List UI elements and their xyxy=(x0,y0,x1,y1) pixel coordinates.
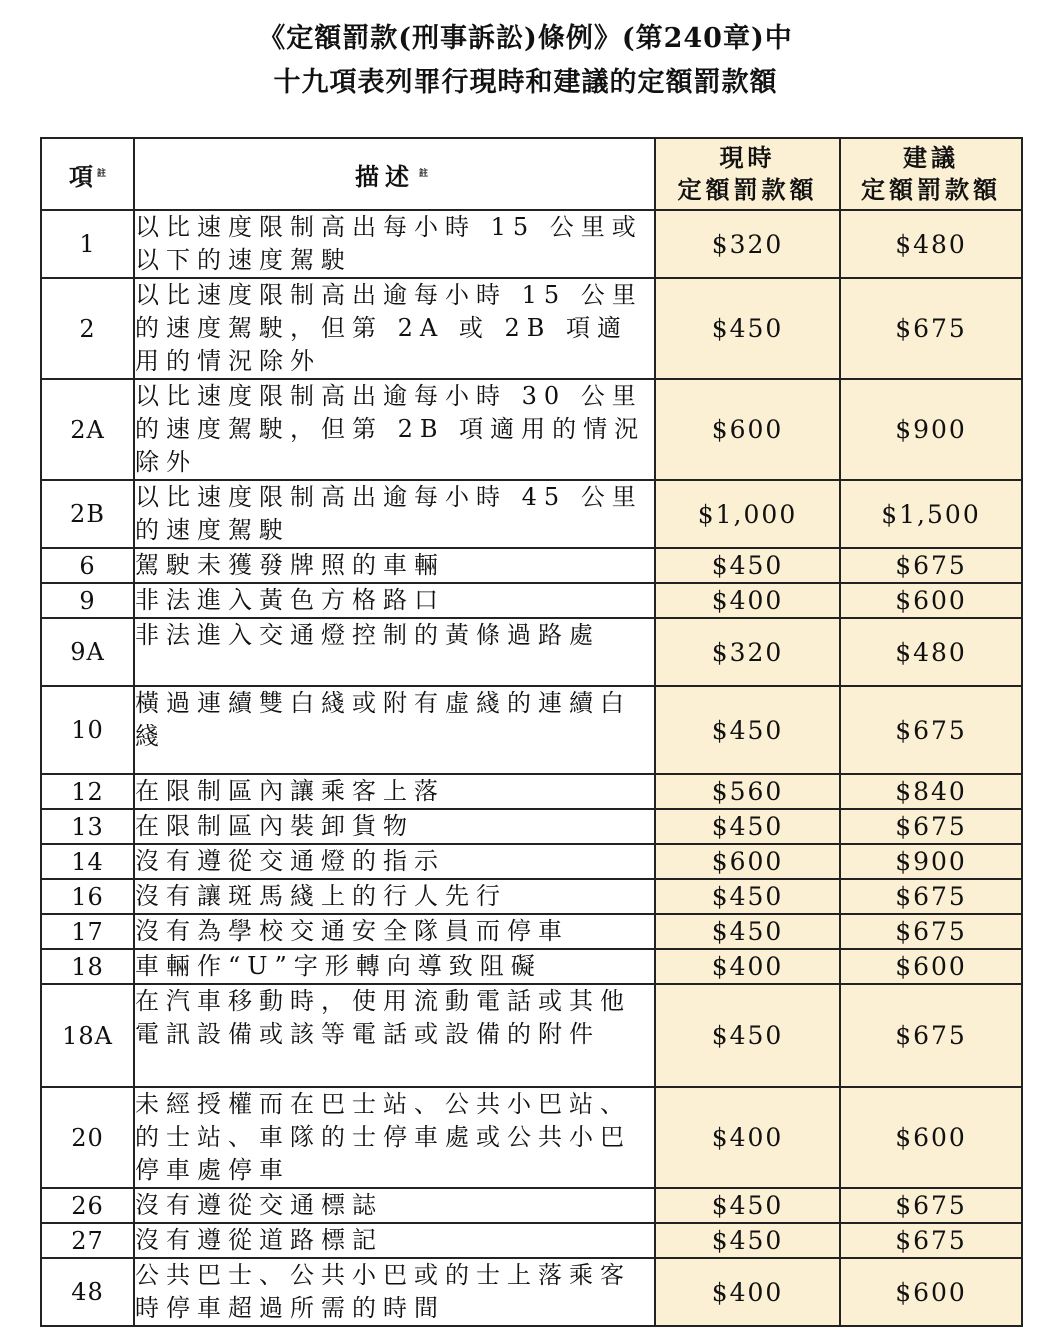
fines-table xyxy=(40,137,1023,1327)
row-current-fine: $450 xyxy=(655,984,840,1087)
row-proposed-fine: $675 xyxy=(840,809,1022,844)
table-row xyxy=(41,1223,1022,1258)
header-current-line1: 現時 xyxy=(719,143,776,172)
table-row xyxy=(41,809,1022,844)
row-proposed-fine: $675 xyxy=(840,548,1022,583)
row-proposed-fine: $1,500 xyxy=(840,480,1022,548)
row-current-fine: $450 xyxy=(655,278,840,379)
row-proposed-fine: $675 xyxy=(840,1188,1022,1223)
row-description: 在汽車移動時，使用流動電話或其他電訊設備或該等電話或設備的附件 xyxy=(134,984,655,1087)
row-description: 在限制區內讓乘客上落 xyxy=(134,774,655,809)
row-current-fine: $450 xyxy=(655,1223,840,1258)
row-description: 非法進入交通燈控制的黃條過路處 xyxy=(134,618,655,686)
row-description: 以比速度限制高出逾每小時 30 公里的速度駕駛，但第 2B 項適用的情況除外 xyxy=(134,379,655,480)
row-item: 14 xyxy=(41,844,134,879)
row-description: 非法進入黃色方格路口 xyxy=(134,583,655,618)
table-row xyxy=(41,379,1022,480)
table-row xyxy=(41,278,1022,379)
row-proposed-fine: $600 xyxy=(840,1087,1022,1188)
table-row xyxy=(41,1087,1022,1188)
row-proposed-fine: $675 xyxy=(840,879,1022,914)
row-item: 12 xyxy=(41,774,134,809)
row-description: 沒有遵從交通標誌 xyxy=(134,1188,655,1223)
row-proposed-fine: $675 xyxy=(840,278,1022,379)
table-row xyxy=(41,1188,1022,1223)
table-row xyxy=(41,210,1022,278)
row-current-fine: $450 xyxy=(655,809,840,844)
row-description: 車輛作“U”字形轉向導致阻礙 xyxy=(134,949,655,984)
row-current-fine: $320 xyxy=(655,210,840,278)
row-item: 2B xyxy=(41,480,134,548)
row-current-fine: $400 xyxy=(655,1258,840,1326)
row-item: 20 xyxy=(41,1087,134,1188)
row-item: 18A xyxy=(41,984,134,1087)
row-current-fine: $450 xyxy=(655,1188,840,1223)
row-description: 橫過連續雙白綫或附有虛綫的連續白綫 xyxy=(134,686,655,774)
row-proposed-fine: $600 xyxy=(840,949,1022,984)
row-item: 2 xyxy=(41,278,134,379)
row-item: 2A xyxy=(41,379,134,480)
row-description: 駕駛未獲發牌照的車輛 xyxy=(134,548,655,583)
header-description-label: 描述 xyxy=(354,161,415,191)
row-description: 沒有為學校交通安全隊員而停車 xyxy=(134,914,655,949)
row-proposed-fine: $675 xyxy=(840,686,1022,774)
row-item: 48 xyxy=(41,1258,134,1326)
header-item xyxy=(41,138,134,210)
row-proposed-fine: $675 xyxy=(840,914,1022,949)
row-proposed-fine: $600 xyxy=(840,1258,1022,1326)
table-row xyxy=(41,949,1022,984)
header-description xyxy=(134,138,655,210)
row-description: 以比速度限制高出逾每小時 15 公里的速度駕駛，但第 2A 或 2B 項適用的情況除外 xyxy=(134,278,655,379)
row-current-fine: $1,000 xyxy=(655,480,840,548)
row-proposed-fine: $900 xyxy=(840,379,1022,480)
document-title-line-1: 《定額罰款(刑事訴訟)條例》(第240章)中 xyxy=(258,23,793,54)
row-proposed-fine: $840 xyxy=(840,774,1022,809)
row-current-fine: $400 xyxy=(655,949,840,984)
row-item: 9 xyxy=(41,583,134,618)
header-current-fine xyxy=(655,138,840,210)
row-current-fine: $600 xyxy=(655,844,840,879)
row-current-fine: $320 xyxy=(655,618,840,686)
table-row xyxy=(41,844,1022,879)
row-item: 1 xyxy=(41,210,134,278)
row-current-fine: $400 xyxy=(655,1087,840,1188)
row-proposed-fine: $600 xyxy=(840,583,1022,618)
header-proposed-fine xyxy=(840,138,1022,210)
row-proposed-fine: $480 xyxy=(840,210,1022,278)
table-row xyxy=(41,774,1022,809)
header-item-label: 項 xyxy=(68,161,93,191)
row-item: 17 xyxy=(41,914,134,949)
row-current-fine: $450 xyxy=(655,686,840,774)
row-current-fine: $450 xyxy=(655,548,840,583)
row-current-fine: $450 xyxy=(655,914,840,949)
row-description: 在限制區內裝卸貨物 xyxy=(134,809,655,844)
row-proposed-fine: $900 xyxy=(840,844,1022,879)
row-item: 6 xyxy=(41,548,134,583)
row-item: 9A xyxy=(41,618,134,686)
row-current-fine: $600 xyxy=(655,379,840,480)
row-item: 13 xyxy=(41,809,134,844)
row-description: 沒有讓斑馬綫上的行人先行 xyxy=(134,879,655,914)
row-description: 沒有遵從道路標記 xyxy=(134,1223,655,1258)
header-current-line2: 定額罰款額 xyxy=(677,175,818,204)
row-current-fine: $450 xyxy=(655,879,840,914)
row-item: 16 xyxy=(41,879,134,914)
header-proposed-line1: 建議 xyxy=(903,143,959,172)
header-description-note: 註 xyxy=(418,168,434,179)
row-description: 未經授權而在巴士站、公共小巴站、的士站、車隊的士停車處或公共小巴停車處停車 xyxy=(134,1087,655,1188)
row-description: 以比速度限制高出每小時 15 公里或以下的速度駕駛 xyxy=(134,210,655,278)
row-current-fine: $560 xyxy=(655,774,840,809)
row-description: 公共巴士、公共小巴或的士上落乘客時停車超過所需的時間 xyxy=(134,1258,655,1326)
table-row xyxy=(41,583,1022,618)
row-proposed-fine: $480 xyxy=(840,618,1022,686)
row-item: 10 xyxy=(41,686,134,774)
row-item: 27 xyxy=(41,1223,134,1258)
row-current-fine: $400 xyxy=(655,583,840,618)
row-description: 以比速度限制高出逾每小時 45 公里的速度駕駛 xyxy=(134,480,655,548)
table-row xyxy=(41,984,1022,1087)
row-item: 18 xyxy=(41,949,134,984)
header-row xyxy=(41,138,1022,210)
header-item-note: 註 xyxy=(96,168,106,179)
table-row xyxy=(41,548,1022,583)
table-row xyxy=(41,618,1022,686)
table-row xyxy=(41,480,1022,548)
header-proposed-line2: 定額罰款額 xyxy=(861,175,1001,204)
row-proposed-fine: $675 xyxy=(840,984,1022,1087)
table-row xyxy=(41,686,1022,774)
table-row xyxy=(41,914,1022,949)
row-proposed-fine: $675 xyxy=(840,1223,1022,1258)
table-row xyxy=(41,1258,1022,1326)
document-title-line-2: 十九項表列罪行現時和建議的定額罰款額 xyxy=(273,67,778,98)
row-item: 26 xyxy=(41,1188,134,1223)
row-description: 沒有遵從交通燈的指示 xyxy=(134,844,655,879)
table-row xyxy=(41,879,1022,914)
